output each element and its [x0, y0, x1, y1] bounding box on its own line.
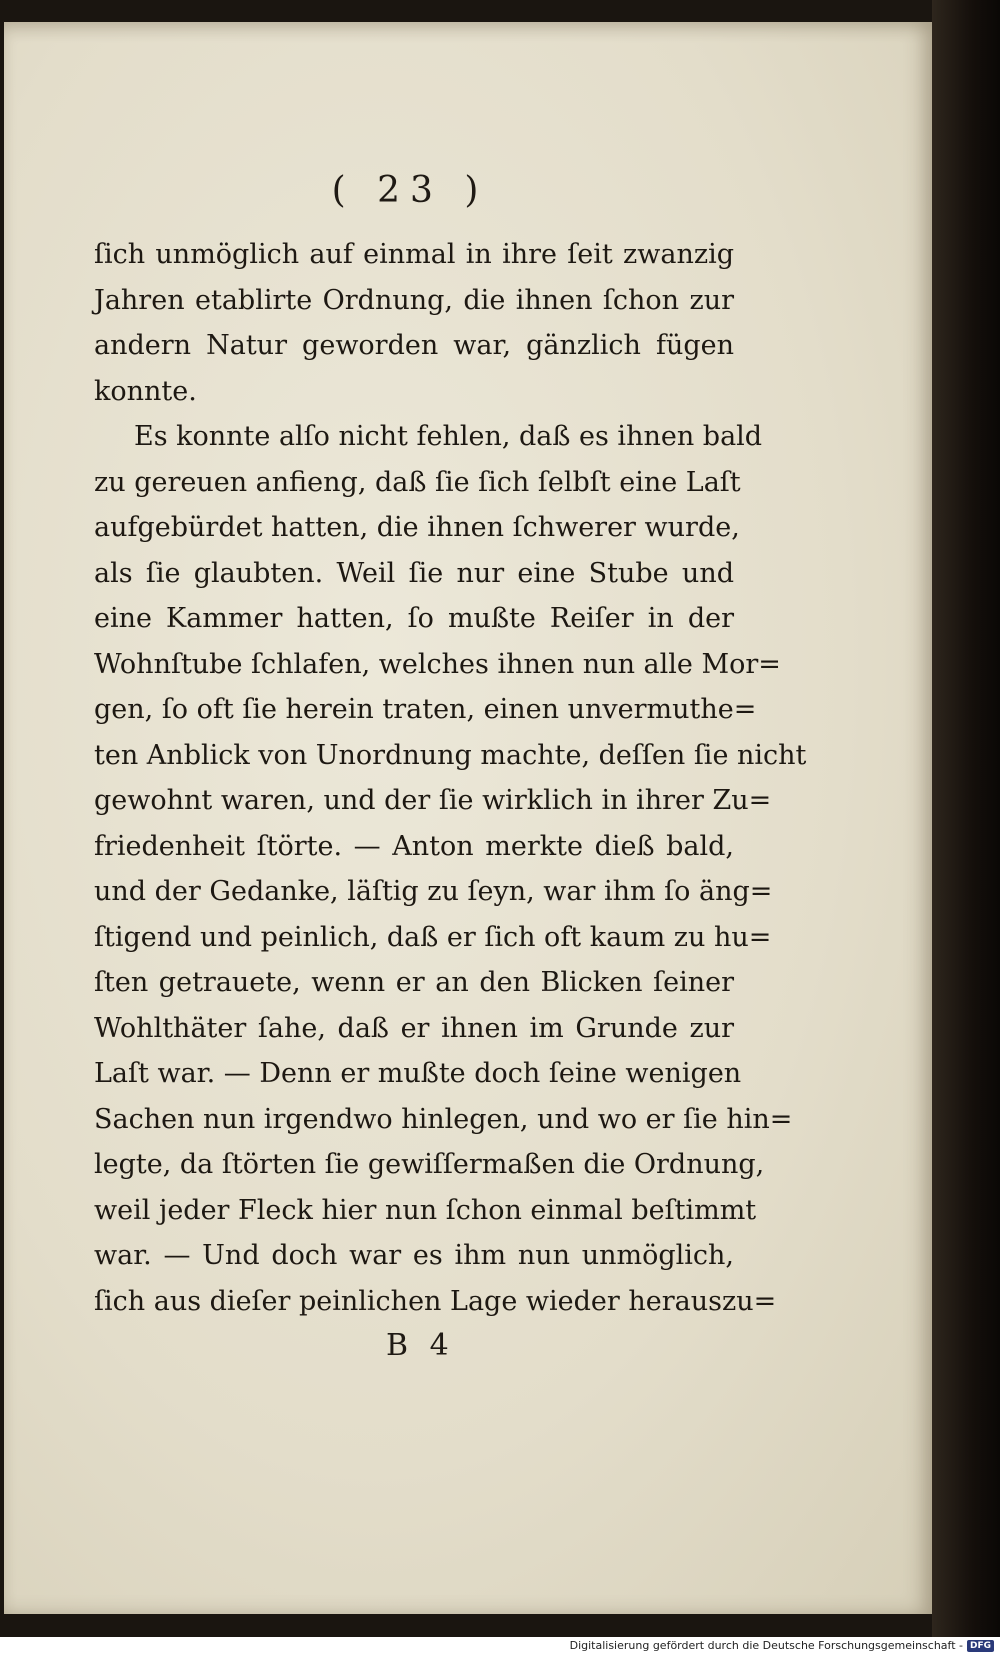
text-line: eine Kammer hatten, ſo mußte Reiſer in der [94, 603, 734, 634]
text-line: aufgebürdet hatten, die ihnen ſchwerer wurde, [94, 512, 740, 543]
text-line: zu gereuen anfieng, daß ſie ſich ſelbſt eine Laſt [94, 466, 741, 498]
page-number: ( 23 ) [331, 170, 489, 211]
text-line: gewohnt waren, und der ſie wirklich in ihrer Zu= [94, 785, 772, 816]
text-line: und der Gedanke, läſtig zu ſeyn, war ihm ſo äng= [94, 876, 773, 907]
body-text [94, 232, 807, 1324]
footer-credit-text: Digitalisierung gefördert durch die Deutsche Forschungsgemeinschaft - [569, 1639, 963, 1652]
text-line: Wohnſtube ſchlafen, welches ihnen nun alle Mor= [94, 648, 781, 680]
text-line: andern Natur geworden war, gänzlich fügen [94, 330, 734, 361]
text-line: weil jeder Fleck hier nun ſchon einmal beſtimmt [94, 1194, 757, 1226]
text-line: Laſt war. — Denn er mußte doch ſeine wenigen [94, 1058, 742, 1089]
signature-mark: B 4 [386, 1328, 455, 1363]
text-line: Sachen nun irgendwo hinlegen, und wo er ſie hin= [94, 1103, 793, 1135]
text-line: konnte. [94, 375, 197, 407]
text-line: ſich aus dieſer peinlichen Lage wieder herauszu= [94, 1285, 777, 1317]
text-line: war. — Und doch war es ihm nun unmöglich, [94, 1240, 734, 1271]
text-line: gen, ſo oft ſie herein traten, einen unvermuthe= [94, 694, 757, 725]
book-spine-shadow [932, 0, 1000, 1654]
text-line: ſtigend und peinlich, daß er ſich oft kaum zu hu= [94, 921, 772, 953]
text-line: friedenheit ſtörte. — Anton merkte dieß bald, [94, 830, 734, 862]
footer-credit [570, 1639, 994, 1652]
text-line: als ſie glaubten. Weil ſie nur eine Stube und [94, 557, 734, 589]
text-line: ten Anblick von Unordnung machte, deſſen ſie nicht [94, 739, 807, 771]
text-line: legte, da ſtörten ſie gewiſſermaßen die Ordnung, [94, 1149, 765, 1180]
text-line: Es konnte alſo nicht fehlen, daß es ihnen bald [134, 421, 763, 452]
text-line: ſten getrauete, wenn er an den Blicken ſeiner [94, 967, 734, 998]
text-line: Wohlthäter ſahe, daß er ihnen im Grunde zur [94, 1012, 734, 1044]
text-line: ſich unmöglich auf einmal in ihre ſeit zwanzig [94, 239, 734, 270]
dfg-logo: DFG [967, 1640, 994, 1652]
text-line: Jahren etablirte Ordnung, die ihnen ſchon zur [94, 284, 734, 316]
